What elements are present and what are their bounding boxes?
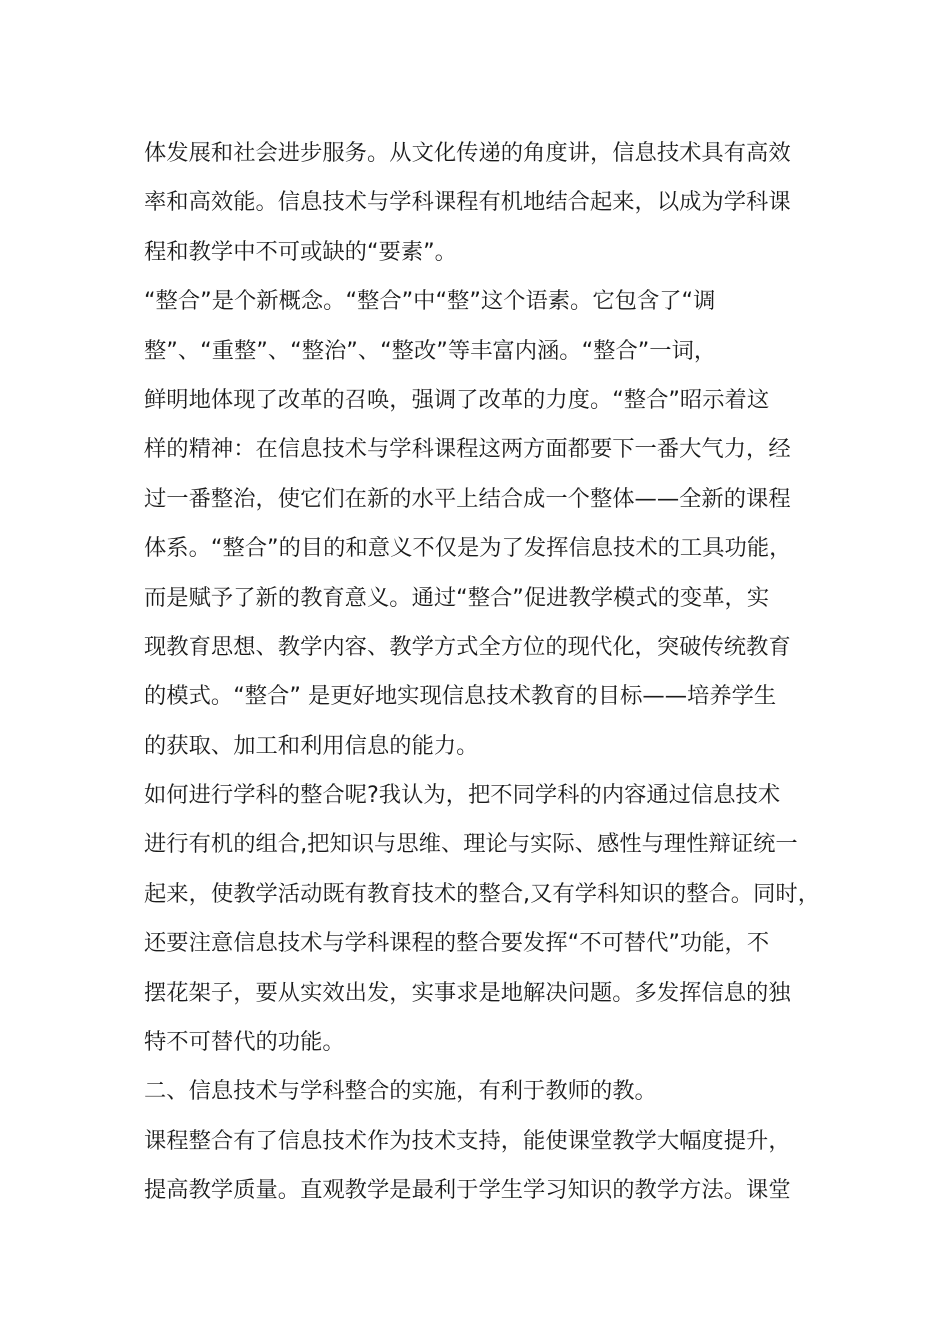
text-line: 率和高效能。信息技术与学科课程有机地结合起来，以成为学科课 — [144, 189, 791, 215]
text-line: 的获取、加工和利用信息的能力。 — [144, 733, 479, 759]
text-line: 特不可替代的功能。 — [144, 1029, 345, 1055]
text-line: 现教育思想、教学内容、教学方式全方位的现代化，突破传统教育 — [144, 634, 791, 660]
text-line: “整合”是个新概念。“整合”中“整”这个语素。它包含了“调 — [144, 288, 716, 314]
text-line: 整”、“重整”、“整治”、“整改”等丰富内涵。“整合”一词， — [144, 338, 717, 364]
text-line: 鲜明地体现了改革的召唤，强调了改革的力度。“整合”昭示着这 — [144, 387, 770, 413]
text-line: 提高教学质量。直观教学是最利于学生学习知识的教学方法。课堂 — [144, 1177, 791, 1203]
text-line: 体系。“整合”的目的和意义不仅是为了发挥信息技术的工具功能， — [144, 535, 792, 561]
section-heading: 二、信息技术与学科整合的实施，有利于教师的教。 — [144, 1078, 657, 1104]
text-line: 程和教学中不可或缺的“要素”。 — [144, 239, 457, 265]
text-line: 起来，使教学活动既有教育技术的整合,又有学科知识的整合。同时， — [144, 881, 820, 907]
text-line: 摆花架子，要从实效出发，实事求是地解决问题。多发挥信息的独 — [144, 980, 791, 1006]
text-line: 体发展和社会进步服务。从文化传递的角度讲，信息技术具有高效 — [144, 140, 791, 166]
text-line: 的模式。“整合” 是更好地实现信息技术教育的目标——培养学生 — [144, 683, 777, 709]
text-line: 如何进行学科的整合呢?我认为，把不同学科的内容通过信息技术 — [144, 782, 781, 808]
text-line: 样的精神：在信息技术与学科课程这两方面都要下一番大气力，经 — [144, 436, 791, 462]
text-line: 而是赋予了新的教育意义。通过“整合”促进教学模式的变革，实 — [144, 585, 770, 611]
text-line: 课程整合有了信息技术作为技术支持，能使课堂教学大幅度提升， — [144, 1128, 791, 1154]
text-line: 过一番整治，使它们在新的水平上结合成一个整体——全新的课程 — [144, 486, 791, 512]
text-line: 进行有机的组合,把知识与思维、理论与实际、感性与理性辩证统一 — [144, 831, 798, 857]
text-line: 还要注意信息技术与学科课程的整合要发挥“不可替代”功能，不 — [144, 930, 770, 956]
